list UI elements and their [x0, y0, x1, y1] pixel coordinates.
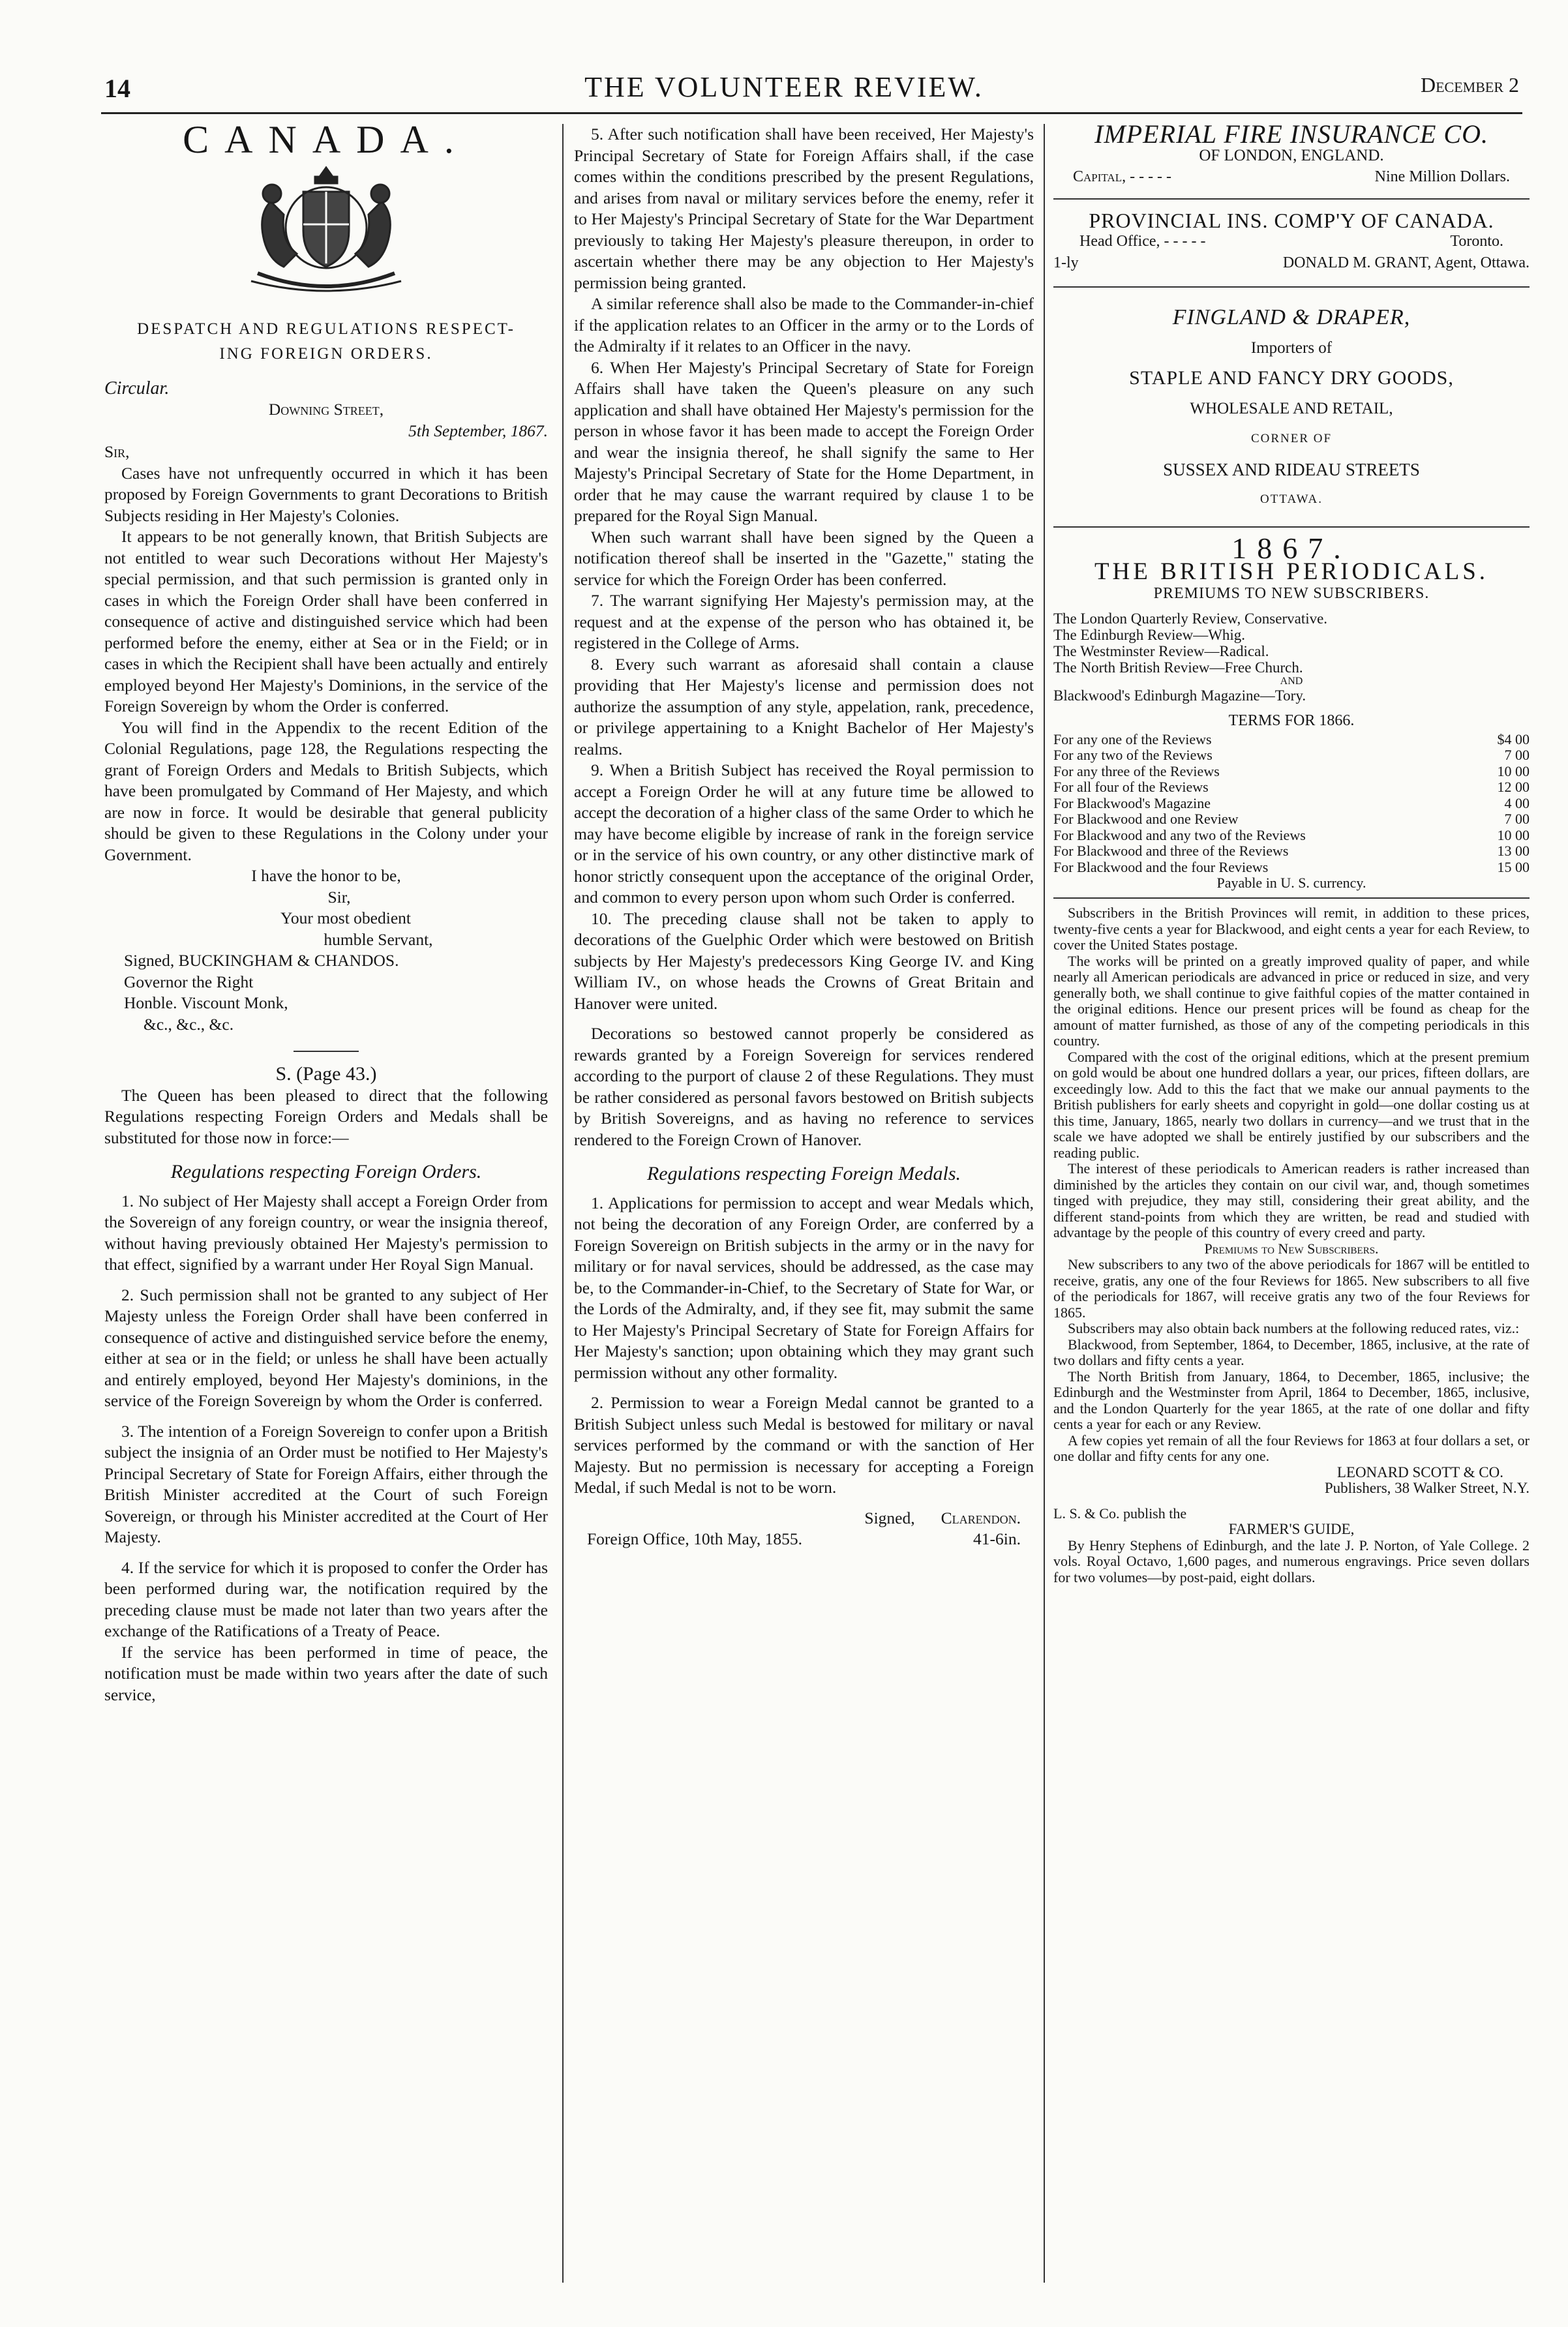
terms-item: For all four of the Reviews: [1053, 779, 1209, 795]
and-word: AND: [1280, 676, 1303, 687]
closing: Your most obedient: [280, 908, 411, 927]
advert-line: STAPLE AND FANCY DRY GOODS,: [1129, 367, 1454, 389]
page-number: 14: [104, 74, 130, 103]
terms-heading: TERMS FOR 1866.: [1228, 712, 1355, 729]
periodicals-title: THE BRITISH PERIODICALS.: [1094, 558, 1489, 585]
paragraph: 2. Permission to wear a Foreign Medal cannot be granted to a British Subject unless such Medal is bestowed for military or naval services performed by the command or with the sanction of Her Majesty. But no permission is necessary for accepting a Foreign Medal, if such Medal is not to be worn.: [574, 1393, 1034, 1497]
section-title: CANADA.: [183, 118, 470, 161]
terms-price: 7 00: [1504, 811, 1530, 827]
office-line: [574, 1529, 1034, 1550]
paragraph: 10. The preceding clause shall not be taken to apply to decorations of the Guelphic Order which were bestowed on British subjects by Her Majesty's predecessors King George IV. and King William IV., on whose heads the Crowns of Great Britain and Hanover were united.: [574, 908, 1034, 1013]
column-1: [104, 118, 548, 1705]
agent-name: DONALD M. GRANT, Agent, Ottawa.: [1282, 254, 1530, 271]
office-label: Head Office, - - - - -: [1079, 233, 1206, 250]
section-rule: [294, 1051, 359, 1052]
terms-row: [1053, 732, 1530, 748]
signed-label: Signed,: [864, 1508, 915, 1527]
terms-item: For any two of the Reviews: [1053, 747, 1213, 763]
regulation: 4. If the service for which it is proposed to confer the Order has been performed during war, the notification required by the preceding clause must be made not later than two years after the exchange of the Ratifications of a Treaty of Peace.: [104, 1557, 548, 1640]
paragraph: The works will be printed on a greatly improved quality of paper, and while nearly all American periodicals are advanced in price or reduced in size, and very generally both, we shall continue to give faithful copies of the matter contained in the original editions. Hence our present prices will be found as cheap for the amount of matter furnished, as those of any of the competing periodicals in this country.: [1053, 952, 1530, 1049]
addressee: &c., &c., &c.: [143, 1014, 234, 1034]
publisher-address: Publishers, 38 Walker Street, N.Y.: [1324, 1480, 1530, 1496]
paragraph: Subscribers in the British Provinces will remit, in addition to these prices, twenty-five cents a year for Blackwood, and eight cents a year for each Review, to cover the United States postage.: [1053, 905, 1530, 953]
circular-label: Circular.: [104, 378, 170, 398]
divider: [1053, 286, 1530, 288]
terms-item: For Blackwood and three of the Reviews: [1053, 843, 1289, 859]
terms-price: 10 00: [1497, 762, 1530, 779]
paragraph: 1. Applications for permission to accept and wear Medals which, not being the decoration of any Foreign Order, are conferred by a Foreign Sovereign on British subjects in the army or in the navy for military or for naval services, should be addressed, as the case may be, to the Commander-in-Chief, to the Secretary of State for War, or the Lords of the Admiralty, and, if they see fit, may submit the same to Her Majesty's Principal Secretary of State for Foreign Affairs for Her Majesty's sanction; upon obtaining which they may grant such permission without any other formality.: [574, 1193, 1034, 1382]
advert-line: SUSSEX AND RIDEAU STREETS: [1163, 459, 1420, 479]
year-heading: 1867.: [1231, 531, 1351, 565]
paragraph: The interest of these periodicals to American readers is rather increased than diminished by the articles they contain on our civil war, and, though sometimes tinged with prejudice, they may still, considering their great ability, and the different stand-points from which they are written, be read and studied with advantage by the people of this country of every creed and party.: [1053, 1160, 1530, 1240]
regulation: If the service has been performed in time of peace, the notification must be made within two years after the date of such service,: [104, 1642, 548, 1704]
letter-date: 5th September, 1867.: [408, 421, 548, 440]
paragraph: 7. The warrant signifying Her Majesty's permission may, at the request and at the expense of the person who has obtained it, be registered in the College of Arms.: [574, 591, 1034, 652]
paragraph: A similar reference shall also be made to the Commander-in-chief if the application relates to an Officer in the army or to the Lords of the Admiralty if it relates to an Officer in the navy.: [574, 294, 1034, 355]
advert-subtitle: OF LONDON, ENGLAND.: [1199, 146, 1384, 164]
paragraph: The North British from January, 1864, to December, 1865, inclusive; the Edinburgh and the Westminster from April, 1864 to December, 1865, inclusive, and the London Quarterly for the year 1865, at the rate of one dollar and fifty cents a year for each or any Review.: [1053, 1368, 1530, 1432]
capital-label: Capital, - - - - -: [1073, 168, 1172, 185]
paragraph: Cases have not unfrequently occurred in which it has been proposed by Foreign Governments to grant Decorations to British Subjects residing in Her Majesty's Colonies.: [104, 463, 548, 525]
terms-price: $4 00: [1497, 730, 1530, 747]
reference-code: 41-6in.: [973, 1529, 1021, 1548]
regulation: 2. Such permission shall not be granted to any subject of Her Majesty unless the Foreign Order shall have been conferred in consequence of active and distinguished service before the enemy, either at sea or in the field; or unless he shall have been actually and entirely employed, beyond Her Majesty's dominions, in the service of the Foreign Sovereign by whom the Order is conferred.: [104, 1285, 548, 1410]
dispatch-heading: ING FOREIGN ORDERS.: [219, 345, 433, 363]
paragraph: Blackwood, from September, 1864, to December, 1865, inclusive, at the rate of two dollars and fifty cents a year.: [1053, 1336, 1530, 1368]
divider: [1053, 198, 1530, 200]
paragraph: Compared with the cost of the original editions, which at the present premium on gold would be about one hundred dollars a year, our prices, fifteen dollars, are exceedingly low. Add to this the fact that we make our annual payments to the British publishers for early sheets and copyright in gold—one dollar costing us at this time, January, 1865, nearly two dollars in currency—and we trust that in the scale we have adopted we shall be entirely justified by our subscribers and the reading public.: [1053, 1048, 1530, 1161]
review-item: The Edinburgh Review—Whig.: [1053, 627, 1246, 643]
advert-line: WHOLESALE AND RETAIL,: [1190, 399, 1393, 417]
terms-item: For Blackwood and any two of the Reviews: [1053, 826, 1306, 843]
advert-code: 1-ly: [1053, 254, 1079, 271]
terms-row: [1053, 860, 1530, 876]
advert-title: FINGLAND & DRAPER,: [1172, 305, 1411, 329]
terms-price: 13 00: [1497, 843, 1530, 859]
terms-row: [1053, 764, 1530, 780]
terms-row: [1053, 796, 1530, 812]
regulations-heading: Regulations respecting Foreign Orders.: [170, 1161, 482, 1182]
advert-line: CORNER OF: [1250, 432, 1333, 445]
address-street: Downing Street,: [268, 400, 384, 419]
addressee: Governor the Right: [124, 972, 254, 991]
advert-line: OTTAWA.: [1260, 492, 1323, 506]
terms-item: For Blackwood and one Review: [1053, 811, 1239, 827]
terms-row: [1053, 747, 1530, 764]
review-item: The London Quarterly Review, Conservative.: [1053, 610, 1328, 627]
regulation: 1. No subject of Her Majesty shall accept a Foreign Order from the Sovereign of any foreign country, or wear the insignia thereof, without having previously obtained Her Majesty's permission to that effect, signified by a warrant under Her Royal Sign Manual.: [104, 1191, 548, 1274]
terms-table: [1053, 732, 1530, 876]
closing: I have the honor to be,: [251, 866, 401, 885]
closing: Sir,: [327, 887, 351, 907]
column-divider: [562, 124, 564, 2283]
terms-row: [1053, 843, 1530, 860]
terms-price: 10 00: [1497, 826, 1530, 843]
payable-note: Payable in U. S. currency.: [1216, 875, 1366, 891]
premiums-line: PREMIUMS TO NEW SUBSCRIBERS.: [1153, 584, 1430, 602]
paragraph: Subscribers may also obtain back numbers at the following reduced rates, viz.:: [1068, 1320, 1520, 1336]
paragraph: 5. After such notification shall have been received, Her Majesty's Principal Secretary of State for Foreign Affairs shall, if the case comes within the conditions prescribed by the present Regulations, and arises from naval or military services before the enemy, refer it to Her Majesty's Principal Secretary of State for the War Department previously to taking Her Majesty's pleasure thereupon, in order to ascertain whether there may be any objection to Her Majesty's permission being granted.: [574, 125, 1034, 292]
paragraph: The Queen has been pleased to direct that the following Regulations respecting Foreign Orders and Medals shall be substituted for those now in force:—: [104, 1085, 548, 1147]
divider: [1053, 897, 1530, 899]
capital-value: Nine Million Dollars.: [1374, 168, 1510, 185]
advert-title: PROVINCIAL INS. COMP'Y OF CANADA.: [1089, 208, 1494, 232]
issue-date: December 2: [1420, 73, 1519, 97]
medals-heading: Regulations respecting Foreign Medals.: [646, 1163, 961, 1184]
paragraph: By Henry Stephens of Edinburgh, and the late J. P. Norton, of Yale College. 2 vols. Royal Octavo, 1,600 pages, and numerous engravings. Price seven dollars for two volumes—by post-paid, eight dollars.: [1053, 1537, 1530, 1585]
addressee: Honble. Viscount Monk,: [124, 993, 288, 1012]
page-header: [0, 0, 1568, 124]
terms-row: [1053, 779, 1530, 796]
header-rule: [101, 112, 1522, 114]
publisher-name: LEONARD SCOTT & CO.: [1336, 1464, 1503, 1480]
paragraph: 6. When Her Majesty's Principal Secretary of State for Foreign Affairs shall have taken the Queen's pleasure on any such application and shall have obtained Her Majesty's permission for the person in whose favor it has been made to accept the Foreign Order and wear the insignia thereof, he shall signify the same to Her Majesty's Principal Secretary of State for the Home Department, in order that he may cause the warrant required by clause 1 to be prepared for the Royal Sign Manual.: [574, 357, 1034, 525]
terms-price: 15 00: [1497, 858, 1530, 875]
paragraph: When such warrant shall have been signed by the Queen a notification thereof shall be inserted in the "Gazette," stating the service for which the Foreign Order has been conferred.: [574, 527, 1034, 589]
paragraph: A few copies yet remain of all the four Reviews for 1863 at four dollars a set, or one dollar and fifty cents for any one.: [1053, 1432, 1530, 1464]
advert-title: IMPERIAL FIRE INSURANCE CO.: [1094, 119, 1488, 149]
page-reference: S. (Page 43.): [275, 1063, 377, 1085]
advert-line: Importers of: [1250, 338, 1333, 357]
review-item: The Westminster Review—Radical.: [1053, 643, 1269, 659]
terms-item: For Blackwood's Magazine: [1053, 794, 1211, 811]
signer-name: Clarendon.: [941, 1508, 1021, 1527]
column-3: [1053, 119, 1530, 1585]
advert-row: [1053, 231, 1530, 252]
paragraph: 9. When a British Subject has received the Royal permission to accept a Foreign Order he will at any future time be allowed to accept the decoration of a higher class of the same Order to which he may have become eligible by increase of rank in the foreign service or in the service of his own country, or any other distinctive mark of honor strictly consequent upon the acceptance of the original Order, and common to every person upon whom such Order is conferred.: [574, 760, 1034, 907]
premiums-subheading: Premiums to New Subscribers.: [1204, 1240, 1379, 1257]
terms-row: [1053, 811, 1530, 828]
column-divider: [1044, 124, 1045, 2283]
terms-item: For any one of the Reviews: [1053, 730, 1212, 747]
paragraph: 8. Every such warrant as aforesaid shall contain a clause providing that Her Majesty's license and permission does not authorize the assumption of any style, appelation, rank, precedence, or privilege appertaining to a Knight Bachelor of Her Majesty's realms.: [574, 654, 1034, 758]
office-date: Foreign Office, 10th May, 1855.: [587, 1529, 803, 1548]
terms-item: For Blackwood and the four Reviews: [1053, 858, 1269, 875]
office-value: Toronto.: [1450, 233, 1503, 250]
paragraph: New subscribers to any two of the above periodicals for 1867 will be entitled to receive, gratis, any one of the four Reviews for 1865. New subscribers to all five of the periodicals for 1867, will receive gratis any two of the four Reviews for 1865.: [1053, 1256, 1530, 1321]
advert-row: [1053, 166, 1530, 188]
running-head: THE VOLUNTEER REVIEW.: [584, 71, 984, 103]
closing: humble Servant,: [324, 929, 433, 949]
divider: [1053, 526, 1530, 528]
advert-row: [1053, 252, 1530, 274]
terms-row: [1053, 828, 1530, 844]
signature-block: [574, 1508, 1034, 1529]
salutation: Sir,: [104, 442, 130, 461]
terms-price: 12 00: [1497, 779, 1530, 795]
review-item: The North British Review—Free Church.: [1053, 659, 1303, 676]
terms-price: 7 00: [1504, 747, 1530, 763]
column-2: [574, 124, 1034, 1550]
coat-of-arms-icon: [232, 162, 421, 293]
regulation: 3. The intention of a Foreign Sovereign to confer upon a British subject the insignia of an Order must be notified to Her Majesty's Principal Secretary of State for Foreign Affairs, either through the British Minister accredited at the Court of such Foreign Sovereign, or through his Minister accredited at the Court of Her Majesty.: [104, 1421, 548, 1546]
paragraph: It appears to be not generally known, that British Subjects are not entitled to wear such Decorations without Her Majesty's special permission, and that such permission is granted only in cases in which the Foreign Order shall have been conferred in consequence of active and distinguished service which had been performed before the enemy, either at Sea or in the Field; or in cases in which the Recipient shall have been actually and entirely employed beyond Her Majesty's Dominions, in the service of the Foreign Sovereign by whom the Order is conferred.: [104, 527, 548, 715]
dispatch-heading: DESPATCH AND REGULATIONS RESPECT-: [137, 320, 515, 338]
review-item: Blackwood's Edinburgh Magazine—Tory.: [1053, 687, 1306, 704]
periodicals-body: [1053, 905, 1530, 1585]
paragraph: Decorations so bestowed cannot properly be considered as rewards granted by a Foreign Sovereign for services rendered according to the purport of clause 2 of these Regulations. They must be rather considered as personal favors bestowed on British subjects by British Sovereigns, and as having no reference to services rendered to the Foreign Crown of Hanover.: [574, 1024, 1034, 1149]
terms-price: 4 00: [1504, 794, 1530, 811]
farmers-guide-title: FARMER'S GUIDE,: [1228, 1521, 1355, 1537]
terms-item: For any three of the Reviews: [1053, 762, 1220, 779]
paragraph: You will find in the Appendix to the recent Edition of the Colonial Regulations, page 128, the Regulations respecting the grant of Foreign Orders and Medals to British Subjects, which have been promulgated by Command of Her Majesty, and which are now in force. It would be desirable that general publicity should be given to these Regulations in the Colony under your Government.: [104, 717, 548, 864]
farmers-guide-intro: L. S. & Co. publish the: [1053, 1505, 1187, 1522]
signature-line: Signed, BUCKINGHAM & CHANDOS.: [124, 951, 399, 970]
